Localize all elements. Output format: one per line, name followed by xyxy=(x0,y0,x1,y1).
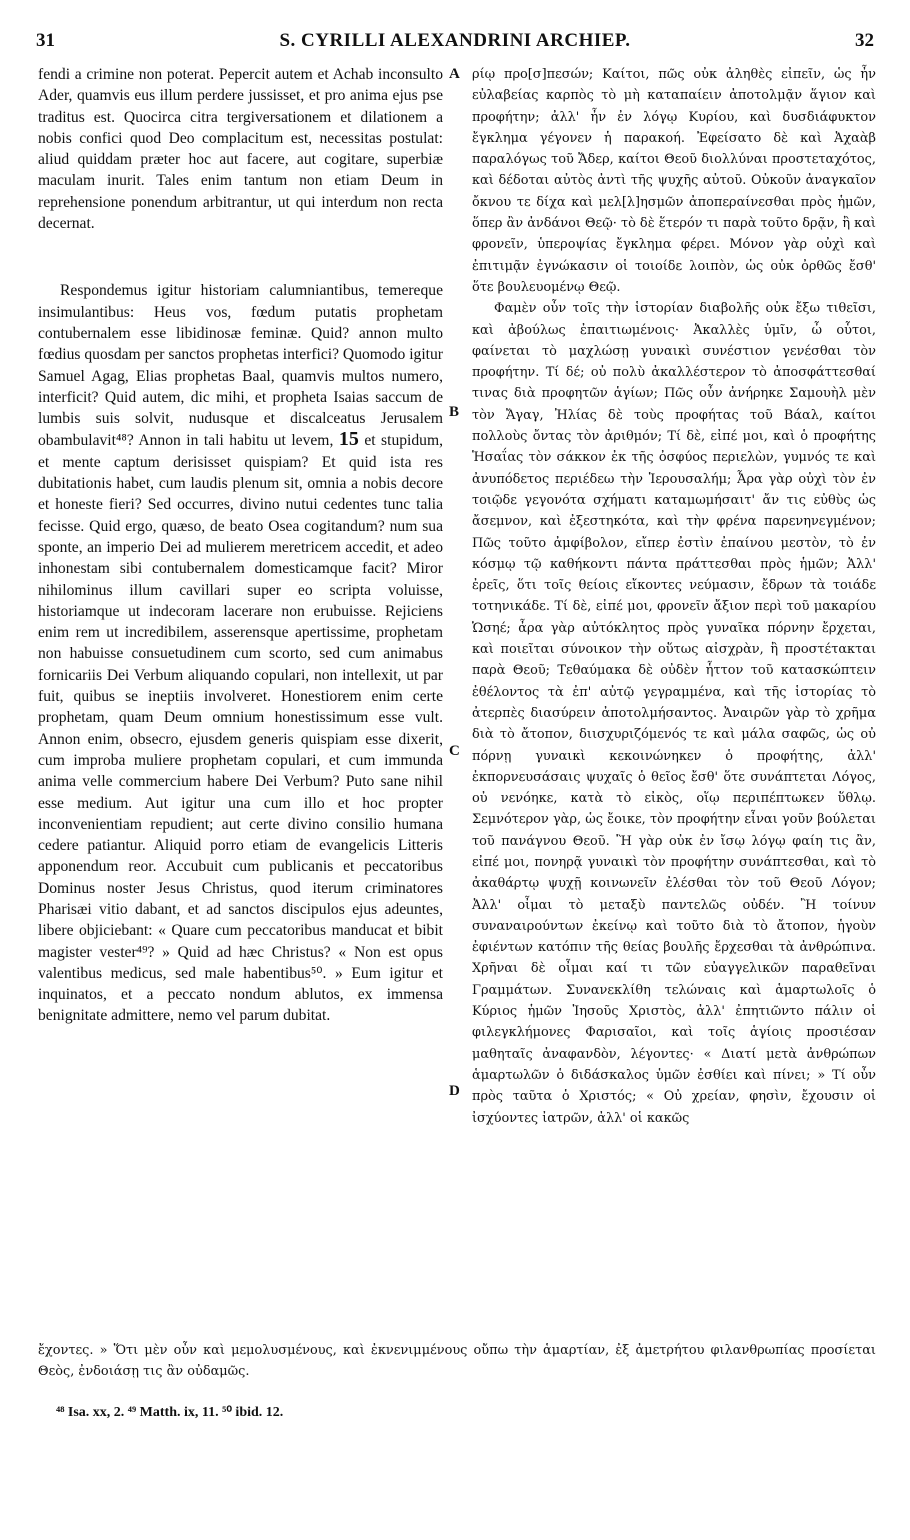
greek-paragraph-1: ρίῳ προ[σ]πεσών; Καίτοι, πῶς οὐκ ἀληθὲς εἰπεῖν, ὡς ἦν εὐλαβείας καρπὸς τὸ μὴ καταπαίειν ἀποτολμᾷν ἅγιον καὶ προφήτην; ἀλλ' ἦν ἐν λόγῳ Κυρίου, καὶ δυσδιάφυκτον ἔγκλημα γέγονεν ἡ παρακοή. Ἐφείσατο δὲ καὶ Ἀχαὰβ παραλόγως τοῦ Ἄδερ, καίτοι Θεοῦ διολλύναι προστεταχότος, καὶ δέδοται αὐτὸς ἀντὶ τῆς ψυχῆς αὐτοῦ. Οὐκοῦν ἀναγκαῖον ὄκνου τε δίχα καὶ μελ[λ]ησμῶν ἀποπεραίνεσθαι πρὸς ἡμῶν, ὅπερ ἂν ἀνδάνοι Θεῷ· τὸ δὲ ἕτερόν τι παρὰ τοῦτο δρᾷν, ἢ καὶ φρονεῖν, ὑπεροψίας ἔγκλημα φέρει. Μόνον γὰρ οὐχὶ καὶ ἐπιτιμᾷν ἐγνώκασιν οἱ τοιοίδε λοιπὸν, ὡς οὐκ ὀρθῶς ἔσθ' ὅτε βουλευομένῳ Θεῷ. xyxy=(472,67,876,295)
page-number-left: 31 xyxy=(36,30,55,51)
section-marker-d: D xyxy=(449,1083,460,1099)
greek-continuation: ἔχοντες. » Ὅτι μὲν οὖν καὶ μεμολυσμένους, καὶ ἐκνενιμμένους οὔπω τὴν ἁμαρτίαν, ἐξ ἀμετρήτου φιλανθρωπίας προσίεται Θεὸς, ἐνδοιάσῃ τις ἂν οὐδαμῶς. xyxy=(38,1343,876,1380)
latin-paragraph-2-end: et stupidum, et mente captum derisisset quispiam? Et quid ista res dubitationis habet, cum laudis plenum sit, omnia a nobis decore et honeste fieri? Sed occurres, divino nutui cedentes tunc talia fecisse. Quid ergo, quæso, de beato Osea cogitandum? num sua sponte, an imperio Dei ad mulierem meretricem accedit, et adeo inhonestam sibi contubernalem domesticamque facit? Miror nihilominus illum cavillari super eo scripta voluisse, historiamque ut indecoram lacerare non erubuisse. Rejiciens enim rem ut incredibilem, asserensque apertissime, prophetam non habuisse consuetudinem cum scorto, sed cum animabus fornicariis Dei Verbum aliquando copulari, non intellexit, ut par fuit, quibus se ineptiis involveret. Honestiorem enim certe prophetam, quam Deum omnium honestissimum esse vult. Annon enim, obsecro, ejusdem generis quispiam esse dixerit, cum improba muliere prophetam copulari, et cum immunda anima velle commercium habere Dei Verbum? Puto sane nihil esse medium. Aut igitur una cum illo et hoc propter inconvenientiam repudient; aut certe divino consilio humana cedere patiantur. Aliquid porro etiam de evangelicis Litteris apponendum reor. Accubuit cum publicanis et peccatoribus Dominus noster Jesus Christus, quod iterum criminatores Pharisæi vitio dabant, et ad sanctos discipulos ejus adeuntes, libere objiciebant: « Quare cum peccatoribus manducat et bibit magister vester⁴⁹? » Quid ad hæc Christus? « Non est opus valentibus medicus, sed male habentibus⁵⁰. » Eum igitur et inquinatos, et a peccato nondum ablutos, ex immensa benignitate admittere, nemo vel parum dubitat. xyxy=(38,432,443,1025)
greek-page-number: 15 xyxy=(338,428,359,451)
page-header xyxy=(30,30,880,58)
greek-column xyxy=(472,64,876,1129)
running-title: S. CYRILLI ALEXANDRINI ARCHIEP. xyxy=(279,30,631,51)
latin-paragraph-1: fendi a crimine non poterat. Pepercit autem et Achab inconsulto Ader, quamvis eus illum perdere jussisset, et pro anima ejus pse traditus est. Quocirca citra tergiversationem et dilationem a nobis confici quod Deo complacitum est, necessitas postulat: aliud quiddam præter hoc aut facere, aut cogitare, superbiæ maculam inurit. Tales enim tantum non etiam Deum in reprehensione ponendum arbitrantur, ut qui interdum non recta decernat. xyxy=(38,66,443,233)
latin-paragraph-2 xyxy=(38,280,443,1026)
section-marker-c: C xyxy=(449,743,460,759)
greek-paragraph-2: Φαμὲν οὖν τοῖς τὴν ἱστορίαν διαβολῆς οὐκ ἔξω τιθεῖσι, καὶ ἀβούλως ἐπαιτιωμένοις· Ἀκαλλὲς ὑμῖν, ὦ οὗτοι, φαίνεται τὸ μαχλώσῃ γυναικὶ συνέστιον γενέσθαι τὸν προφήτην. Τί δέ; οὐ πολὺ ἀκαλλέστερον τὸ ἀποσφάττεσθαί τινας διὰ προφητῶν ἁγίων; Πῶς οὖν ἀνήρηκε Σαμουὴλ μὲν τὸν Ἄγαγ, Ἠλίας δὲ τοὺς προφήτας τοῦ Βάαλ, καίτοι πολλοὺς ὄντας τὸν ἀριθμόν; Τί δὲ, εἰπέ μοι, καὶ ὁ προφήτης Ἡσαΐας τὸν σάκκον ἐκ τῆς ὀσφύος περιελὼν, γυμνός τε καὶ ἀνυπόδετος περιέδεω τὴν Ἱερουσαλήμ; Ἆρα γὰρ οὐχὶ τὸν ἐν τοιῷδε γεγονότα σχήματι καταμωμήσαιτ' ἄν τις εὐθὺς ὡς ἄσεμνον, καὶ ἐξεστηκότα, καὶ τὴν φρένα παρενηνεγμένον; Πῶς τοῦτο ἀμφίβολον, εἴπερ ἐστὶν ἐπαίνου μεστὸν, τὸ ἐν κόσμῳ τῷ καθήκοντι πάντα πράττεσθαι πρὸς ἡμῶν; Ἀλλ' ἐρεῖς, ὅτι τοῖς θείοις εἴκοντες νεύμασιν, ἔδρων τὰ τοιάδε τοτηνικάδε. Τί δὲ, εἰπέ μοι, φρονεῖν ἄξιον περὶ τοῦ μακαρίου Ὡσηέ; ἆρα γὰρ αὐτόκλητος πρὸς γυναῖκα πόρνην ἔρχεται, καὶ ποιεῖται σύνοικον τὴν οὕτως αἰσχρὰν, ἢ προστέτακται παρὰ Θεοῦ; Τεθαύμακα δὲ οὐδὲν ἧττον τοῦ κατασκώπτειν ἐθέλοντος τὰ ἐπ' αὐτῷ γεγραμμένα, καὶ τῆς ἱστορίας τὸ ἀτερπὲς διασύρειν ἀποτολμήσαντος. Ἀναιρῶν γὰρ τὸ χρῆμα διὰ τὸ ἄτοπον, διισχυριζόμενός τε καὶ μάλα σαφῶς, ὡς οὐ πόρνῃ γυναικὶ κεκοινώνηκεν ὁ προφήτης, ἀλλ' ἐκπορνευσάσαις ψυχαῖς ὁ θεῖος ἔσθ' ὅτε συνάπτεται Λόγος, οὐ νενόηκε, κατὰ τὸ εἰκὸς, οἵῳ περιπέπτωκεν ὕθλῳ. Σεμνότερον γὰρ, ὡς ἔοικε, τὸν προφήτην εἶναι γοῦν βούλεται τοῦ πανάγνου Θεοῦ. Ἢ γὰρ οὐκ ἐν ἴσῳ λόγῳ φαίη τις ἂν, εἰπέ μοι, πονηρᾷ γυναικὶ τὸν προφήτην συνάπτεσθαι, καὶ τὸ ἀκαθάρτῳ ψυχῇ κοινωνεῖν ἐλέσθαι τὸν τοῦ Θεοῦ Λόγον; Ἀλλ' οἶμαι τὸ μεταξὺ παντελῶς οὐδέν. Ἢ τοίνυν συναναιρούντων ἐκείνῳ καὶ τοῦτο διὰ τὸ ἄτοπον, ἡγοὺν ἐφιέντων κατόπιν τῆς θείας βουλῆς ἔρχεσθαι τὰ ἀνθρώπινα. Χρῆναι δὲ οἶμαι καί τι τῶν εὐαγγελικῶν παραθεῖναι Γραμμάτων. Συνανεκλίθη τελώναις καὶ ἁμαρτωλοῖς ὁ Κύριος ἡμῶν Ἰησοῦς Χριστὸς, ἀλλ' ἐπητιῶντο πάλιν οἱ φιλεγκλήμονες Φαρισαῖοι, καὶ τοῖς ἁγίοις προσιέσαν μαθηταῖς ἀναφανδὸν, λέγοντες· « Διατί μετὰ ἀνθρώπων ἁμαρτωλῶν ὁ διδάσκαλος ὑμῶν ἐσθίει καὶ πίνει; » Τί οὖν πρὸς ταῦτα ὁ Χριστός; « Οὐ χρείαν, φησὶν, ἔχουσιν οἱ ἰσχύοντες ἰατρῶν, ἀλλ' οἱ κακῶς xyxy=(472,301,876,1126)
page-number-right: 32 xyxy=(855,30,874,51)
section-marker-b: B xyxy=(449,404,460,420)
footnotes: ⁴⁸ Isa. xx, 2. ⁴⁹ Matth. ix, 11. ⁵⁰ ibid. 12. xyxy=(56,1405,284,1420)
section-marker-a: A xyxy=(449,66,460,82)
latin-paragraph-2-start: Respondemus igitur historiam calumniantibus, temereque insimulantibus: Heus vos, fœdum putatis prophetam contubernalem esse libidinosæ feminæ. Quid? annon multo fœdius quosdam per sanctos prophetas interfici? Quomodo igitur Samuel Agag, Elias prophetas Baal, quamvis multos numero, interficit? Quid autem, dic mihi, et propheta Isaias saccum de lumbis suis solvit, nudusque et discalceatus Jerusalem obambulavit⁴⁸? Annon in tali habitu ut levem, xyxy=(38,282,443,450)
latin-column xyxy=(38,64,443,1027)
